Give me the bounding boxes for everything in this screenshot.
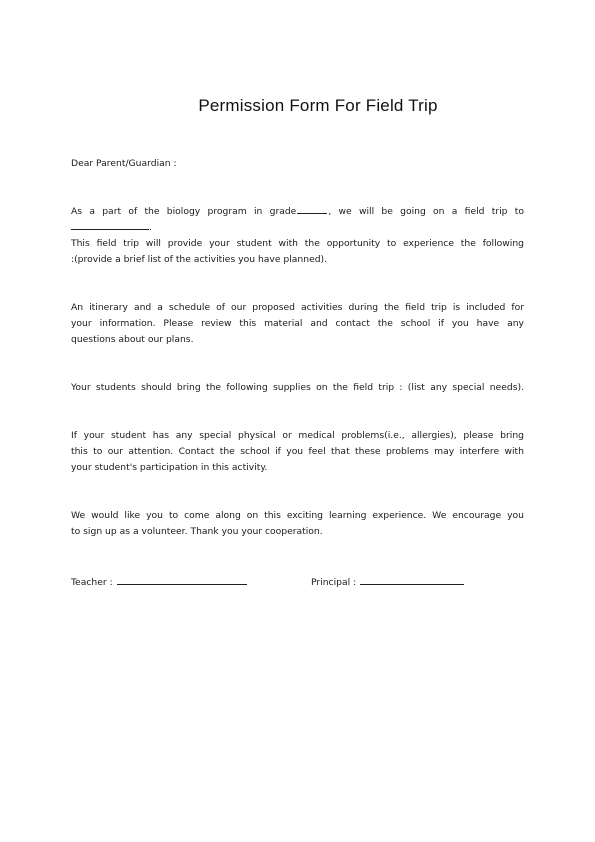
paragraph-line: Your students should bring the following supplies on the field trip : (list any special needs). <box>71 382 524 393</box>
paragraph-line: your student's participation in this activity. <box>71 462 268 473</box>
principal-signature-line[interactable] <box>360 574 464 585</box>
salutation-text: Dear Parent/Guardian : <box>71 158 177 169</box>
teacher-signature <box>71 574 247 591</box>
principal-signature <box>311 574 464 591</box>
paragraph-volunteer <box>71 508 524 540</box>
paragraph-line: An itinerary and a schedule of our proposed activities during the field trip is included for <box>71 302 524 313</box>
salutation <box>71 156 524 172</box>
paragraph-line: This field trip will provide your student with the opportunity to experience the following <box>71 238 524 249</box>
paragraph-line: If your student has any special physical or medical problems(i.e., allergies), please bring <box>71 430 524 441</box>
p1-text-end: . <box>149 222 152 233</box>
paragraph-opportunity <box>71 236 524 268</box>
teacher-signature-line[interactable] <box>117 574 247 585</box>
paragraph-itinerary <box>71 300 524 348</box>
paragraph-medical <box>71 428 524 476</box>
paragraph-line: this to our attention. Contact the school if you feel that these problems may interfere with <box>71 446 524 457</box>
paragraph-field-trip-intro <box>71 204 524 236</box>
paragraph-line <box>71 220 524 236</box>
p1-text-before: As a part of the biology program in grade <box>71 206 297 217</box>
paragraph-line: :(provide a brief list of the activities you have planned). <box>71 254 328 265</box>
signature-row <box>71 574 531 590</box>
p1-text-after: , we will be going on a field trip to <box>328 206 524 217</box>
principal-label: Principal : <box>311 577 357 588</box>
paragraph-supplies <box>71 380 524 396</box>
grade-blank-field[interactable] <box>297 204 327 214</box>
paragraph-line <box>71 204 524 220</box>
document-title: Permission Form For Field Trip <box>198 96 438 115</box>
paragraph-line: your information. Please review this material and contact the school if you have any <box>71 318 524 329</box>
destination-blank-field[interactable] <box>71 220 149 230</box>
paragraph-line: to sign up as a volunteer. Thank you your cooperation. <box>71 526 323 537</box>
paragraph-line: questions about our plans. <box>71 334 194 345</box>
paragraph-line: We would like you to come along on this exciting learning experience. We encourage you <box>71 510 524 521</box>
teacher-label: Teacher : <box>71 577 113 588</box>
